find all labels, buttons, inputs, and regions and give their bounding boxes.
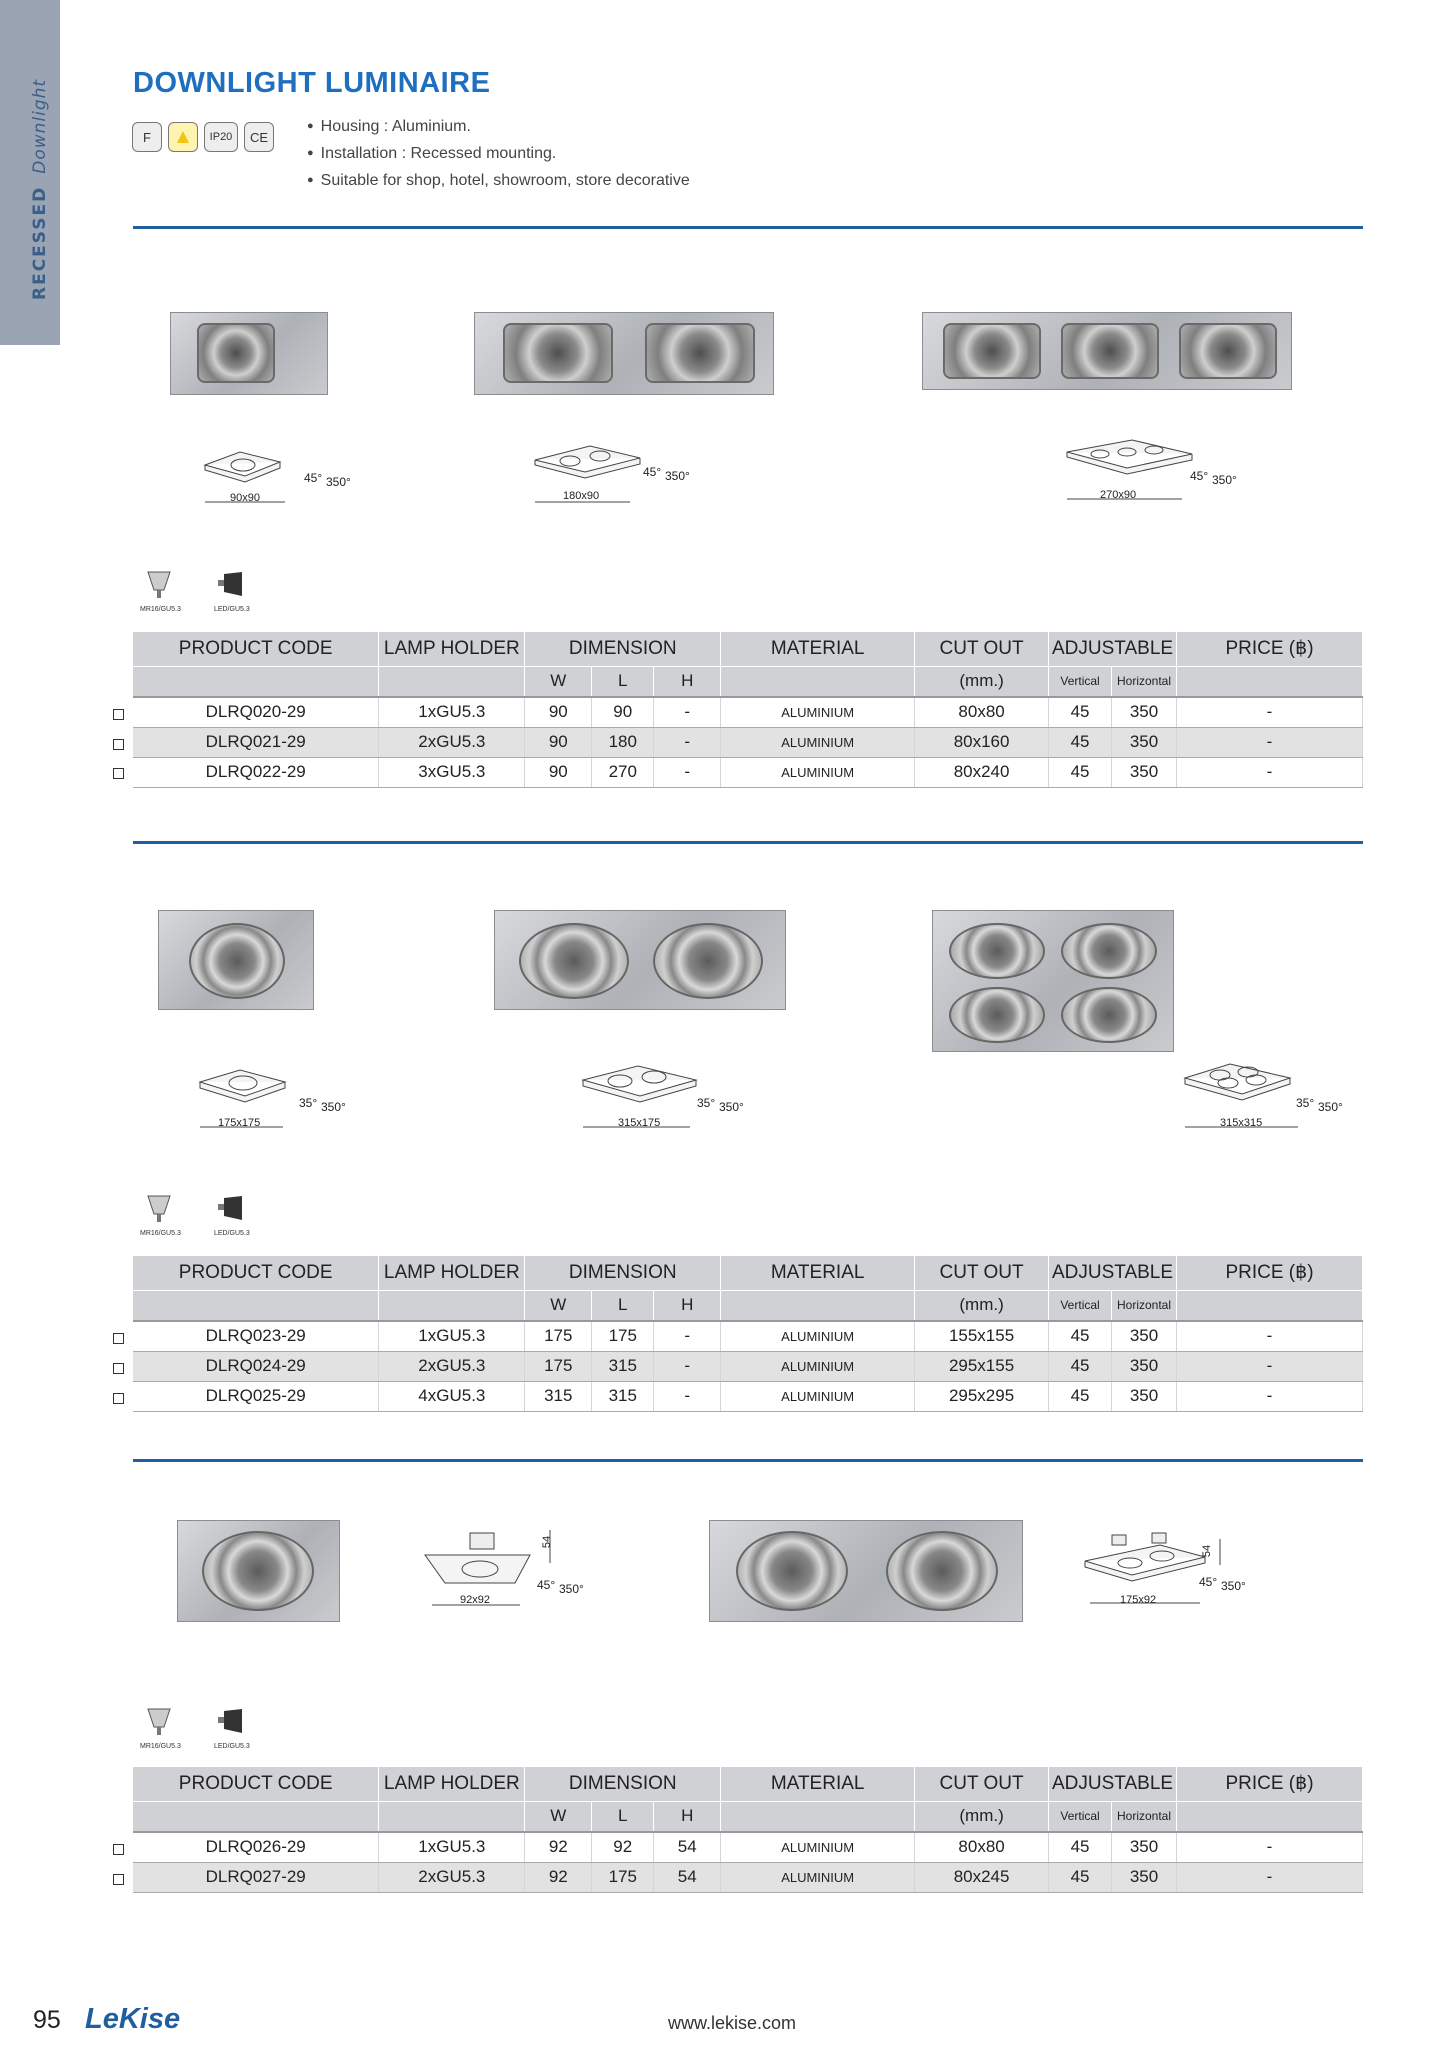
dim-l: 315	[592, 1351, 654, 1381]
header-horizontal: Horizontal	[1112, 1290, 1177, 1321]
tilt-angle: 45°	[643, 465, 662, 479]
header-mm: (mm.)	[915, 666, 1049, 697]
adj-horizontal: 350	[1112, 1321, 1177, 1351]
dim-h: 54	[654, 1832, 721, 1862]
header-cut-out: CUT OUT	[915, 1256, 1049, 1290]
lamp-icon	[168, 122, 198, 152]
product-photo	[932, 910, 1174, 1052]
material: ALUMINIUM	[721, 727, 915, 757]
header-dimension: DIMENSION	[525, 632, 721, 666]
material: ALUMINIUM	[721, 1321, 915, 1351]
cut-out: 80x240	[915, 757, 1049, 787]
bulb-icons	[140, 1192, 270, 1242]
adj-vertical: 45	[1049, 1832, 1112, 1862]
dim-l: 270	[592, 757, 654, 787]
page-title: DOWNLIGHT LUMINAIRE	[133, 67, 491, 99]
dim-l: 175	[592, 1321, 654, 1351]
spec-table	[133, 1256, 1363, 1412]
header-adjustable: ADJUSTABLE	[1049, 632, 1177, 666]
dim-w: 92	[525, 1862, 592, 1892]
cut-out: 80x80	[915, 1832, 1049, 1862]
tilt-angle: 45°	[1199, 1575, 1218, 1589]
tilt-angle: 45°	[537, 1578, 556, 1592]
header-cut-out: CUT OUT	[915, 1767, 1049, 1801]
side-tab-label: RECESSEDDownlight	[30, 78, 50, 300]
header-vertical: Vertical	[1049, 1290, 1112, 1321]
header-product-code: PRODUCT CODE	[133, 1256, 379, 1290]
adj-horizontal: 350	[1112, 727, 1177, 757]
cut-out: 155x155	[915, 1321, 1049, 1351]
header-adjustable: ADJUSTABLE	[1049, 1256, 1177, 1290]
header-horizontal: Horizontal	[1112, 1801, 1177, 1832]
row-checkbox[interactable]	[113, 1363, 124, 1374]
ce-mark-icon: CE	[244, 122, 274, 152]
dimension-label: 180x90	[563, 490, 600, 502]
dim-h: -	[654, 1381, 721, 1411]
feature-item: ● Housing : Aluminium.	[307, 114, 690, 141]
row-checkbox[interactable]	[113, 1874, 124, 1885]
table-row	[133, 1832, 1363, 1862]
dim-l: 90	[592, 697, 654, 727]
header-horizontal: Horizontal	[1112, 666, 1177, 697]
product-photo	[474, 312, 774, 395]
product-photo	[922, 312, 1292, 390]
dimension-label: 92x92	[460, 1594, 490, 1606]
header-lamp-holder: LAMP HOLDER	[379, 632, 525, 666]
header-h: H	[654, 1290, 721, 1321]
adj-vertical: 45	[1049, 697, 1112, 727]
dimension-label: 315x175	[618, 1117, 661, 1129]
header-price: PRICE (฿)	[1177, 1256, 1363, 1290]
material: ALUMINIUM	[721, 1351, 915, 1381]
height-label: 54	[1201, 1544, 1214, 1558]
table-row	[133, 727, 1363, 757]
section-divider	[133, 841, 1363, 844]
lamp-holder: 1xGU5.3	[379, 697, 525, 727]
dim-w: 175	[525, 1351, 592, 1381]
product-code: DLRQ023-29	[133, 1321, 379, 1351]
product-code: DLRQ024-29	[133, 1351, 379, 1381]
spec-table	[133, 1767, 1363, 1893]
product-code: DLRQ020-29	[133, 697, 379, 727]
dimension-label: 270x90	[1100, 489, 1137, 501]
adj-vertical: 45	[1049, 727, 1112, 757]
ip20-icon: IP20	[204, 122, 238, 152]
table-row	[133, 1351, 1363, 1381]
table-row	[133, 1321, 1363, 1351]
header-product-code: PRODUCT CODE	[133, 1767, 379, 1801]
dim-h: -	[654, 1351, 721, 1381]
row-checkbox[interactable]	[113, 709, 124, 720]
header-mm: (mm.)	[915, 1801, 1049, 1832]
lamp-holder: 4xGU5.3	[379, 1381, 525, 1411]
side-tab	[0, 0, 60, 345]
product-code: DLRQ021-29	[133, 727, 379, 757]
header-product-code: PRODUCT CODE	[133, 632, 379, 666]
lamp-holder: 2xGU5.3	[379, 727, 525, 757]
lamp-holder: 3xGU5.3	[379, 757, 525, 787]
header-w: W	[525, 1801, 592, 1832]
adj-vertical: 45	[1049, 1321, 1112, 1351]
header-l: L	[592, 666, 654, 697]
header-h: H	[654, 1801, 721, 1832]
header-vertical: Vertical	[1049, 1801, 1112, 1832]
header-mm: (mm.)	[915, 1290, 1049, 1321]
header-w: W	[525, 666, 592, 697]
header-material: MATERIAL	[721, 1767, 915, 1801]
header-material: MATERIAL	[721, 1256, 915, 1290]
product-code: DLRQ027-29	[133, 1862, 379, 1892]
f-mark-icon: F	[132, 122, 162, 152]
dimension-label: 90x90	[230, 492, 260, 504]
adj-horizontal: 350	[1112, 1862, 1177, 1892]
rotation-angle: 350°	[321, 1100, 346, 1114]
product-photo	[494, 910, 786, 1010]
tilt-angle: 35°	[697, 1096, 716, 1110]
dim-w: 92	[525, 1832, 592, 1862]
bulb-label: LED/GU5.3	[214, 1230, 250, 1237]
lamp-holder: 1xGU5.3	[379, 1832, 525, 1862]
cut-out: 295x155	[915, 1351, 1049, 1381]
adj-horizontal: 350	[1112, 1351, 1177, 1381]
technical-drawing	[200, 430, 360, 510]
dim-l: 180	[592, 727, 654, 757]
adj-vertical: 45	[1049, 757, 1112, 787]
bulb-icons	[140, 568, 270, 618]
dim-w: 90	[525, 727, 592, 757]
header-dimension: DIMENSION	[525, 1256, 721, 1290]
tilt-angle: 45°	[304, 471, 323, 485]
product-photo	[177, 1520, 340, 1622]
header-l: L	[592, 1801, 654, 1832]
rotation-angle: 350°	[559, 1582, 584, 1596]
rotation-angle: 350°	[1221, 1579, 1246, 1593]
rotation-angle: 350°	[326, 475, 351, 489]
dim-w: 90	[525, 697, 592, 727]
header-dimension: DIMENSION	[525, 1767, 721, 1801]
header-cut-out: CUT OUT	[915, 632, 1049, 666]
table-row	[133, 757, 1363, 787]
product-photo	[170, 312, 328, 395]
dim-h: 54	[654, 1862, 721, 1892]
tilt-angle: 35°	[299, 1096, 318, 1110]
price: -	[1177, 757, 1363, 787]
header-price: PRICE (฿)	[1177, 632, 1363, 666]
bulb-icons	[140, 1705, 270, 1755]
technical-drawing	[420, 1525, 600, 1615]
feature-item: ● Suitable for shop, hotel, showroom, store decorative	[307, 168, 690, 195]
header-adjustable: ADJUSTABLE	[1049, 1767, 1177, 1801]
bulb-label: LED/GU5.3	[214, 1743, 250, 1750]
header-w: W	[525, 1290, 592, 1321]
dim-h: -	[654, 697, 721, 727]
page-number: 95	[33, 2006, 61, 2034]
product-photo	[709, 1520, 1023, 1622]
header-l: L	[592, 1290, 654, 1321]
lamp-holder: 2xGU5.3	[379, 1351, 525, 1381]
cut-out: 295x295	[915, 1381, 1049, 1411]
header-price: PRICE (฿)	[1177, 1767, 1363, 1801]
price: -	[1177, 697, 1363, 727]
dim-w: 315	[525, 1381, 592, 1411]
tilt-angle: 45°	[1190, 469, 1209, 483]
technical-drawing	[1080, 1525, 1260, 1615]
price: -	[1177, 1862, 1363, 1892]
header-material: MATERIAL	[721, 632, 915, 666]
price: -	[1177, 1321, 1363, 1351]
website-link[interactable]: www.lekise.com	[668, 2013, 797, 2033]
header-vertical: Vertical	[1049, 666, 1112, 697]
rotation-angle: 350°	[1318, 1100, 1343, 1114]
feature-list	[307, 114, 690, 195]
bulb-label: MR16/GU5.3	[140, 1230, 181, 1237]
product-code: DLRQ026-29	[133, 1832, 379, 1862]
bulb-label: MR16/GU5.3	[140, 1743, 181, 1750]
adj-horizontal: 350	[1112, 1381, 1177, 1411]
adj-horizontal: 350	[1112, 697, 1177, 727]
dimension-label: 175x92	[1120, 1594, 1157, 1606]
dim-l: 92	[592, 1832, 654, 1862]
dimension-label: 175x175	[218, 1117, 261, 1129]
row-checkbox[interactable]	[113, 768, 124, 779]
adj-horizontal: 350	[1112, 1832, 1177, 1862]
table-row	[133, 1381, 1363, 1411]
header-lamp-holder: LAMP HOLDER	[379, 1256, 525, 1290]
header-h: H	[654, 666, 721, 697]
adj-horizontal: 350	[1112, 757, 1177, 787]
cut-out: 80x160	[915, 727, 1049, 757]
table-row	[133, 1862, 1363, 1892]
height-label: 54	[541, 1535, 554, 1549]
dim-w: 90	[525, 757, 592, 787]
cert-icons	[132, 122, 274, 152]
section-divider	[133, 226, 1363, 229]
spec-table	[133, 632, 1363, 788]
table-row	[133, 697, 1363, 727]
dimension-label: 315x315	[1220, 1117, 1263, 1129]
material: ALUMINIUM	[721, 757, 915, 787]
adj-vertical: 45	[1049, 1862, 1112, 1892]
bulb-label: MR16/GU5.3	[140, 606, 181, 613]
lamp-holder: 1xGU5.3	[379, 1321, 525, 1351]
section-divider	[133, 1459, 1363, 1462]
feature-item: ● Installation : Recessed mounting.	[307, 141, 690, 168]
dim-h: -	[654, 757, 721, 787]
product-code: DLRQ022-29	[133, 757, 379, 787]
price: -	[1177, 1381, 1363, 1411]
price: -	[1177, 1832, 1363, 1862]
dim-l: 315	[592, 1381, 654, 1411]
price: -	[1177, 1351, 1363, 1381]
material: ALUMINIUM	[721, 1832, 915, 1862]
dim-h: -	[654, 727, 721, 757]
header-lamp-holder: LAMP HOLDER	[379, 1767, 525, 1801]
tilt-angle: 35°	[1296, 1096, 1315, 1110]
rotation-angle: 350°	[1212, 473, 1237, 487]
row-checkbox[interactable]	[113, 1393, 124, 1404]
dim-l: 175	[592, 1862, 654, 1892]
material: ALUMINIUM	[721, 1381, 915, 1411]
brand-logo: LeKise	[85, 2003, 181, 2035]
bulb-label: LED/GU5.3	[214, 606, 250, 613]
dim-h: -	[654, 1321, 721, 1351]
row-checkbox[interactable]	[113, 739, 124, 750]
lamp-holder: 2xGU5.3	[379, 1862, 525, 1892]
rotation-angle: 350°	[719, 1100, 744, 1114]
row-checkbox[interactable]	[113, 1844, 124, 1855]
cut-out: 80x245	[915, 1862, 1049, 1892]
dim-w: 175	[525, 1321, 592, 1351]
material: ALUMINIUM	[721, 1862, 915, 1892]
adj-vertical: 45	[1049, 1381, 1112, 1411]
rotation-angle: 350°	[665, 469, 690, 483]
row-checkbox[interactable]	[113, 1333, 124, 1344]
product-code: DLRQ025-29	[133, 1381, 379, 1411]
cut-out: 80x80	[915, 697, 1049, 727]
product-photo	[158, 910, 314, 1010]
adj-vertical: 45	[1049, 1351, 1112, 1381]
material: ALUMINIUM	[721, 697, 915, 727]
price: -	[1177, 727, 1363, 757]
